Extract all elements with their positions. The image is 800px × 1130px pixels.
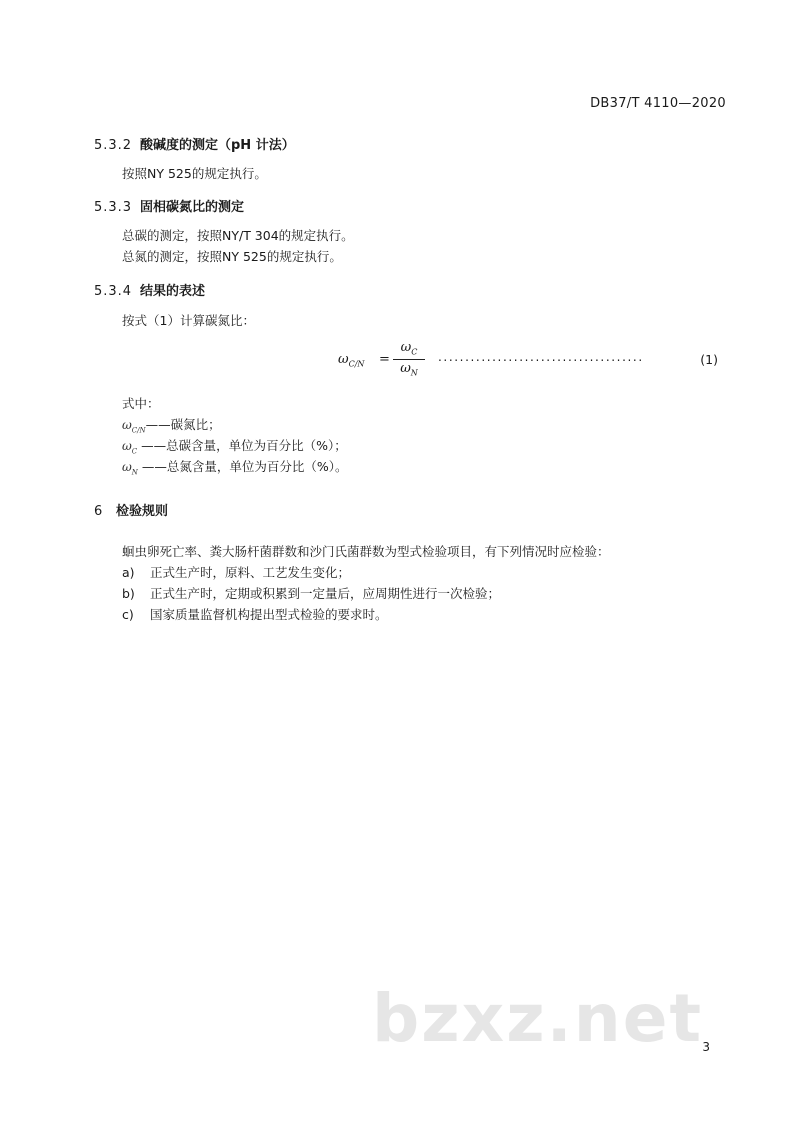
definition-text: ——碳氮比； [145,417,221,432]
section-heading-6 [94,500,168,519]
definition-text: ——总碳含量，单位为百分比（%）； [137,438,347,453]
paragraph: 按式（1）计算碳氮比： [122,313,255,328]
list-text: 正式生产时，原料、工艺发生变化； [150,565,351,580]
section-heading-5-3-3 [94,196,244,215]
list-text: 国家质量监督机构提出型式检验的要求时。 [150,607,388,622]
fraction-bar [393,359,425,360]
list-item [122,605,388,623]
document-id: DB37/T 4110—2020 [590,96,726,111]
paragraph: 总碳的测定，按照NY/T 304的规定执行。 [122,228,354,243]
list-item [122,584,500,602]
list-item [122,563,350,581]
definition-text: ——总氮含量，单位为百分比（%）。 [137,459,348,474]
paragraph: 按照NY 525的规定执行。 [122,166,267,181]
list-marker: b) [122,586,135,601]
list-text: 正式生产时，定期或积累到一定量后，应周期性进行一次检验； [150,586,501,601]
section-number: 6 [94,504,104,519]
section-number: 5.3.4 [94,284,133,299]
paragraph: 蛔虫卵死亡率、粪大肠杆菌群数和沙门氏菌群数为型式检验项目，有下列情况时应检验： [122,544,610,559]
formula-denominator: $\omega_N$ [400,361,418,378]
formula-fraction [393,340,425,378]
where-label: 式中： [122,396,160,411]
section-number: 5.3.2 [94,138,133,153]
definition-symbol: $\omega_C$ [122,439,138,456]
paragraph: 总氮的测定，按照NY 525的规定执行。 [122,249,342,264]
formula-1 [338,340,718,384]
definition-item [122,436,347,455]
section-title: 检验规则 [116,504,169,519]
definition-symbol: $\omega_{C/N}$ [122,418,146,435]
section-heading-5-3-2 [94,134,295,153]
section-title: 酸碱度的测定（pH 计法） [140,138,295,153]
page-number: 3 [702,1040,710,1054]
watermark: bzxz.net [372,980,704,1057]
definition-item [122,457,348,476]
list-marker: c) [122,607,134,622]
section-number: 5.3.3 [94,200,133,215]
formula-lhs: $\omega_{C/N}$ [338,352,365,369]
section-title: 固相碳氮比的测定 [140,200,245,215]
section-heading-5-3-4 [94,280,205,299]
formula-numerator: $\omega_C$ [400,340,418,357]
formula-number: (1) [700,352,718,367]
list-marker: a) [122,565,135,580]
formula-equals: = [379,352,390,367]
formula-leader-dots: ...................................... [438,350,644,364]
definition-symbol: $\omega_N$ [122,460,138,477]
section-title: 结果的表述 [140,284,206,299]
definition-item [122,415,221,434]
